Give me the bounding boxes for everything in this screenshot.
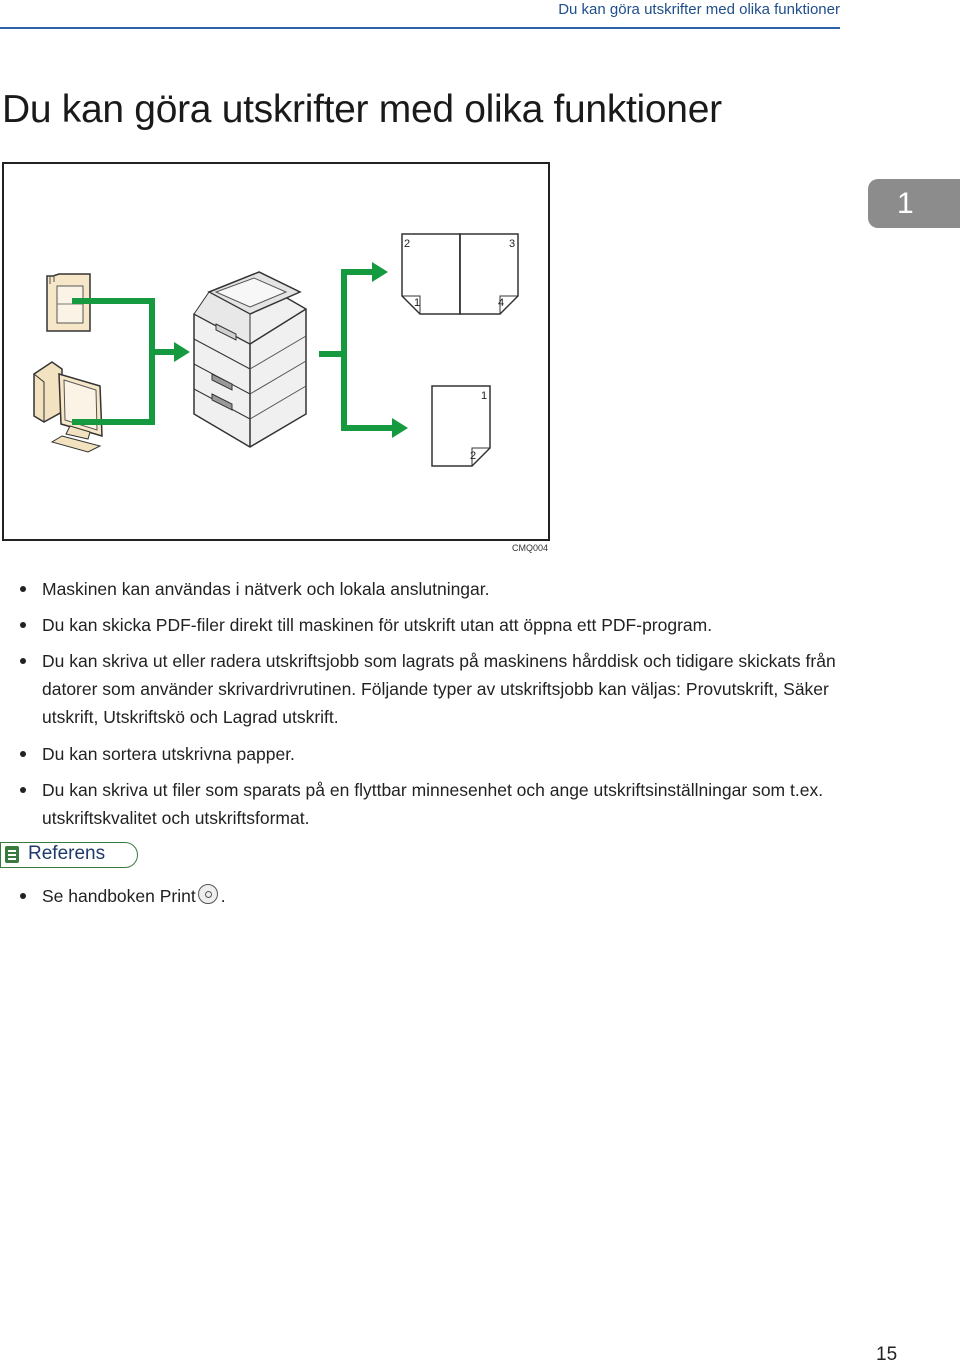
booklet-page-4: 4 — [498, 297, 505, 309]
reference-heading — [0, 842, 138, 868]
reference-title: Referens — [28, 843, 106, 864]
figure-code: CMQ004 — [512, 543, 549, 553]
output-arrows — [319, 272, 392, 428]
list-item: Du kan skicka PDF-filer direkt till maskinen för utskrift utan att öppna ett PDF-program. — [42, 611, 852, 639]
booklet-page-3: 3 — [509, 238, 516, 250]
function-illustration — [2, 162, 550, 541]
output-arrow-head-top — [372, 262, 388, 282]
output-arrow-head-bottom — [392, 418, 408, 438]
reference-icon — [5, 846, 19, 863]
list-item: Du kan skriva ut filer som sparats på en flyttbar minnesenhet och ange utskriftsinställningar som t.ex. utskriftskvalitet och utskriftsformat. — [42, 776, 852, 832]
chapter-number: 1 — [897, 187, 914, 220]
sheet-page-1: 1 — [481, 390, 488, 402]
running-header: Du kan göra utskrifter med olika funktioner — [558, 1, 840, 18]
page-title: Du kan göra utskrifter med olika funktioner — [2, 88, 722, 131]
reference-suffix: . — [220, 886, 226, 906]
header-rule — [0, 27, 840, 29]
reference-item — [42, 882, 852, 910]
reference-text: Se handboken Print — [42, 886, 196, 906]
booklet-page-1: 1 — [414, 297, 421, 309]
printer-icon — [194, 272, 306, 447]
list-item: Du kan sortera utskrivna papper. — [42, 740, 852, 768]
disc-icon — [198, 884, 218, 904]
chapter-tab[interactable] — [868, 179, 960, 228]
list-item: Du kan skriva ut eller radera utskriftsjobb som lagrats på maskinens hårddisk och tidigare skickats från datorer som använder skrivardrivrutinen. Följande typer av utskriftsjobb kan väljas: Provutskrift, Säker utskrift, Utskriftskö och Lagrad utskrift. — [42, 647, 852, 731]
booklet-page-2: 2 — [404, 238, 411, 250]
page-number: 15 — [876, 1344, 898, 1365]
list-item: Maskinen kan användas i nätverk och lokala anslutningar. — [42, 575, 852, 603]
computer-icon — [34, 362, 102, 452]
input-arrow-head — [174, 342, 190, 362]
sheet-page-2: 2 — [470, 450, 477, 462]
